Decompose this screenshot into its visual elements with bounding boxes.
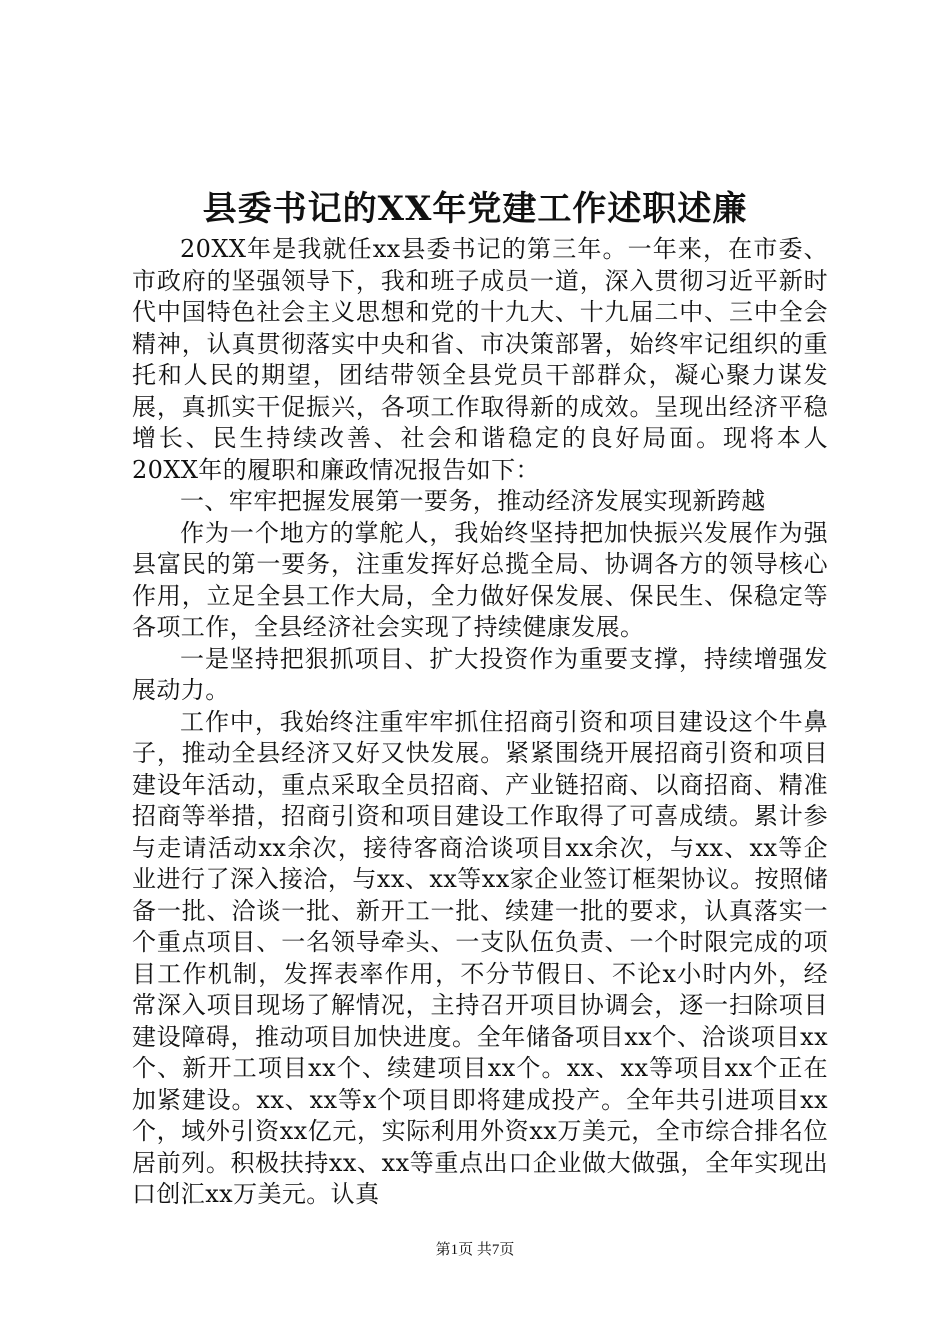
paragraph-investment: 工作中，我始终注重牢牢抓住招商引资和项目建设这个牛鼻子，推动全县经济又好又快发展。紧紧围绕开展招商引资和项目建设年活动，重点采取全员招商、产业链招商、以商招商、精准招商等举措，招商引资和项目建设工作取得了可喜成绩。累计参与走请活动xx余次，接待客商洽谈项目xx余次，与xx、xx等企业进行了深入接洽，与xx、xx等xx家企业签订框架协议。按照储备一批、洽谈一批、新开工一批、续建一批的要求，认真落实一个重点项目、一名领导牵头、一支队伍负责、一个时限完成的项目工作机制，发挥表率作用，不分节假日、不论x小时内外，经常深入项目现场了解情况，主持召开项目协调会，逐一扫除项目建设障碍，推动项目加快进度。全年储备项目xx个、洽谈项目xx个、新开工项目xx个、续建项目xx个。xx、xx等项目xx个正在加紧建设。xx、xx等x个项目即将建成投产。全年共引进项目xx个，域外引资xx亿元，实际利用外资xx万美元，全市综合排名位居前列。积极扶持xx、xx等重点出口企业做大做强，全年实现出口创汇xx万美元。认真	[132, 707, 828, 1208]
section-heading-1: 一、牢牢把握发展第一要务，推动经济发展实现新跨越	[180, 487, 766, 515]
document-title: 县委书记的XX年党建工作述职述廉	[202, 189, 748, 229]
page-footer: 第1页 共7页	[435, 1242, 515, 1258]
subheading-projects: 一是坚持把狠抓项目、扩大投资作为重要支撑，持续增强发展动力。	[132, 644, 828, 704]
paragraph-intro: 20XX年是我就任xx县委书记的第三年。一年来，在市委、市政府的坚强领导下，我和班子成员一道，深入贯彻习近平新时代中国特色社会主义思想和党的十九大、十九届二中、三中全会精神，认真贯彻落实中央和省、市决策部署，始终牢记组织的重托和人民的期望，团结带领全县党员干部群众，凝心聚力谋发展，真抓实干促振兴，各项工作取得新的成效。呈现出经济平稳增长、民生持续改善、社会和谐稳定的良好局面。现将本人20XX年的履职和廉政情况报告如下：	[132, 235, 828, 484]
document-body	[132, 234, 828, 1211]
paragraph-development: 作为一个地方的掌舵人，我始终坚持把加快振兴发展作为强县富民的第一要务，注重发挥好总揽全局、协调各方的领导核心作用，立足全县工作大局，全力做好保发展、保民生、保稳定等各项工作，全县经济社会实现了持续健康发展。	[132, 518, 828, 641]
